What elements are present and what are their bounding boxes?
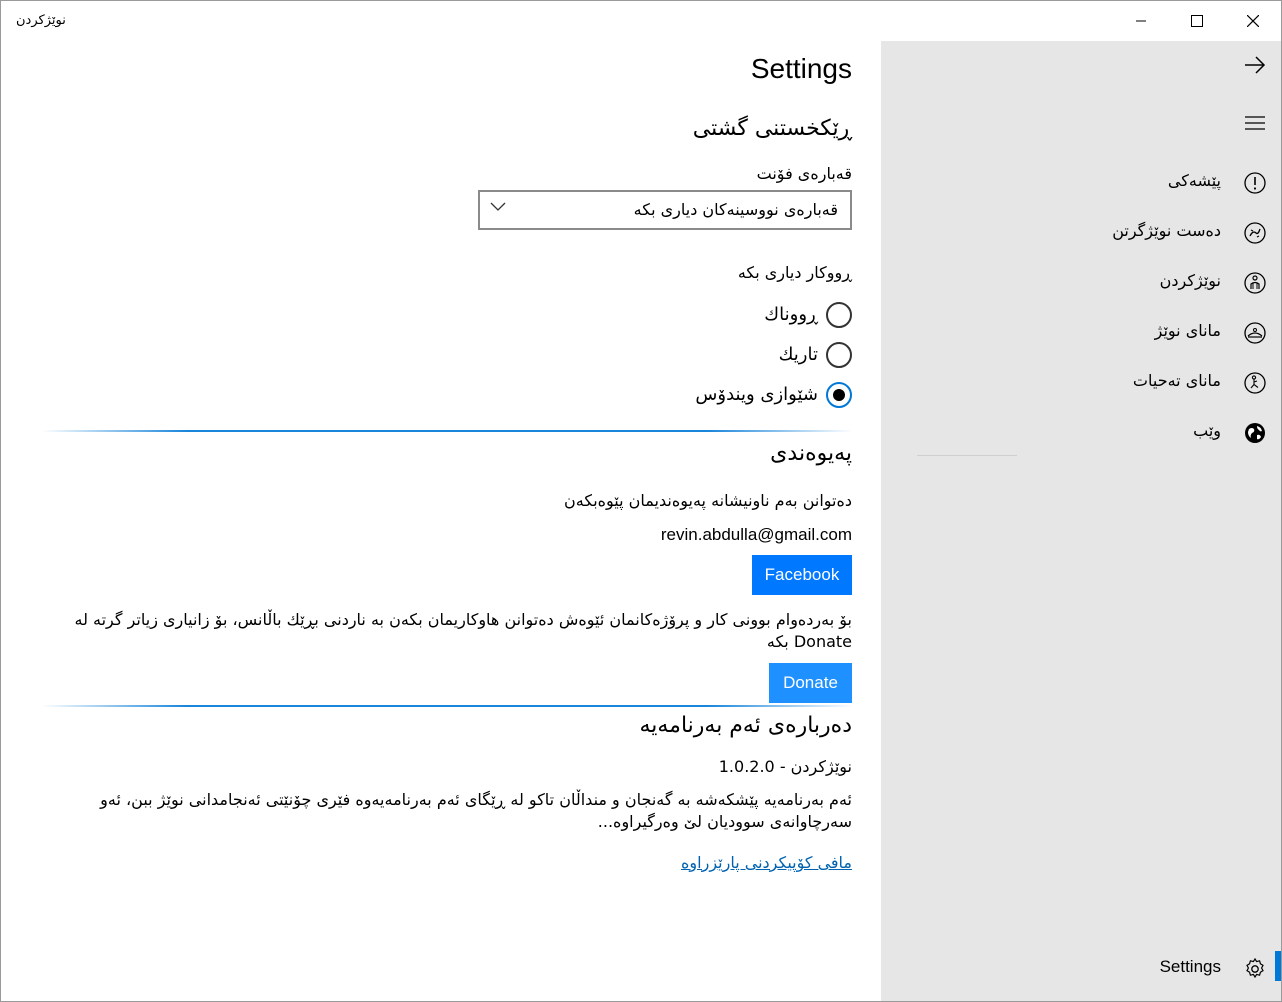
tahiyat-icon [1243, 371, 1267, 395]
nav-item-wudu[interactable] [881, 211, 1281, 255]
minimize-icon [1135, 15, 1147, 27]
nav-separator [917, 455, 1017, 456]
theme-label: ڕووکار دیاری بکە [737, 263, 852, 282]
globe-icon [1243, 421, 1267, 445]
copyright-link[interactable]: مافی کۆپیکردنی پارێزراوە [681, 853, 852, 872]
section-divider [41, 430, 853, 432]
contact-heading: پەیوەندی [770, 441, 852, 466]
close-button[interactable] [1225, 1, 1281, 41]
theme-option-dark[interactable] [652, 342, 852, 370]
window-title: نوێژکردن [16, 13, 66, 28]
nav-label-introduction: پێشەکی [1167, 171, 1221, 190]
theme-option-windows[interactable] [652, 382, 852, 410]
nav-label-settings: Settings [1159, 957, 1221, 976]
about-description: ئەم بەرنامەیە پێشکەشە بە گەنجان و منداڵان تاکو لە ڕێگای ئەم بەرنامەیەوە فێری چۆنێتی ئەنجامدانی نوێژ ببن، ئەو سەرچاوانەی سوودیان لێ وەرگیراوە... [100, 790, 852, 831]
theme-option-dark-label: تاریك [778, 344, 818, 365]
nav-item-settings[interactable] [881, 947, 1281, 991]
radio-dark[interactable] [826, 342, 852, 368]
maximize-button[interactable] [1169, 1, 1225, 41]
font-size-label: قەبارەی فۆنت [756, 164, 852, 183]
page-title: Settings [750, 53, 852, 84]
nav-item-introduction[interactable] [881, 161, 1281, 205]
hamburger-menu-icon[interactable] [1243, 111, 1267, 135]
donate-button[interactable]: Donate [769, 663, 852, 703]
contact-email: revin.abdulla@gmail.com [660, 525, 852, 544]
app-version: نوێژکردن - 1.0.2.0 [718, 757, 852, 776]
prayer-icon [1243, 271, 1267, 295]
nav-item-prayer[interactable] [881, 261, 1281, 305]
settings-content [1, 41, 881, 1001]
minimize-button[interactable] [1113, 1, 1169, 41]
contact-intro: دەتوانن بەم ناونیشانە پەیوەندیمان پێوەبکەن [564, 491, 852, 510]
nav-label-web: وێب [1193, 421, 1221, 440]
theme-option-windows-label: شێوازی ویندۆس [695, 384, 818, 405]
theme-option-light-label: ڕووناك [764, 304, 818, 325]
nav-label-wudu: دەست نوێژگرتن [1112, 221, 1221, 240]
radio-windows[interactable] [826, 382, 852, 408]
facebook-button[interactable]: Facebook [752, 555, 852, 595]
navigation-pane [881, 41, 1281, 1001]
nav-item-prayer-meaning[interactable] [881, 311, 1281, 355]
theme-option-light[interactable] [652, 302, 852, 330]
font-size-dropdown-text: قەبارەی نووسینەکان دیاری بکە [633, 200, 838, 219]
general-settings-heading: ڕێکخستنی گشتی [692, 116, 852, 141]
back-arrow-icon[interactable] [1243, 53, 1267, 77]
gear-icon [1243, 957, 1267, 981]
wudu-icon [1243, 221, 1267, 245]
radio-light[interactable] [826, 302, 852, 328]
copyright-link-row [681, 853, 852, 872]
nav-item-tahiyat-meaning[interactable] [881, 361, 1281, 405]
donate-text: بۆ بەردەوام بوونی کار و پرۆژەکانمان ئێوەش دەتوانن هاوکاریمان بکەن بە ناردنی بڕێك باڵانس، بۆ زانیاری زیاتر گرتە لە Donate بکە [74, 610, 852, 651]
section-divider [41, 705, 853, 707]
font-size-dropdown[interactable] [478, 190, 852, 230]
info-icon [1243, 171, 1267, 195]
close-icon [1247, 15, 1259, 27]
nav-label-tahiyat-meaning: مانای تەحیات [1132, 371, 1221, 390]
about-heading: دەربارەی ئەم بەرنامەیە [639, 713, 852, 738]
selected-indicator [1275, 951, 1281, 981]
nav-label-prayer-meaning: مانای نوێژ [1154, 321, 1221, 340]
maximize-icon [1191, 15, 1203, 27]
prayer-meaning-icon [1243, 321, 1267, 345]
nav-label-prayer: نوێژکردن [1159, 271, 1221, 290]
nav-item-web[interactable] [881, 411, 1281, 455]
title-bar [1, 1, 1281, 41]
chevron-down-icon [490, 202, 506, 212]
